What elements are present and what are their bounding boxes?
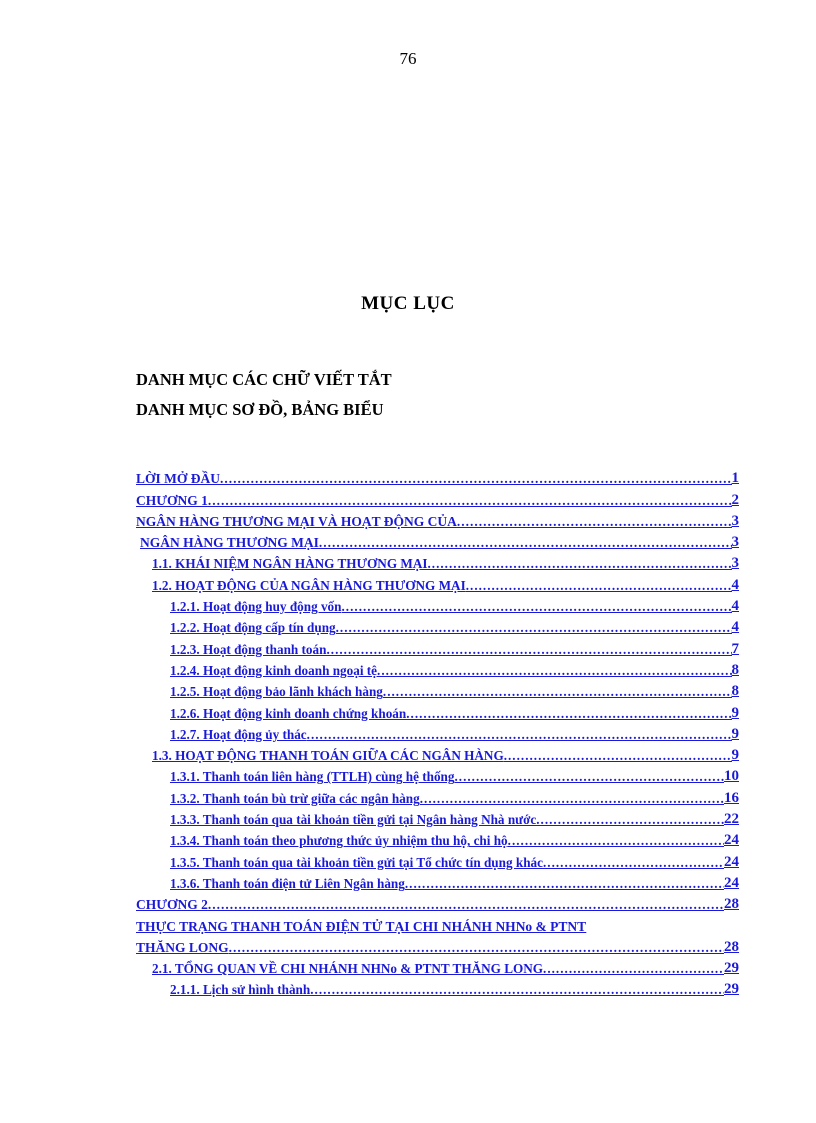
- toc-entry-1-2-2[interactable]: 1.2.2. Hoạt động cấp tín dụng ..... 4: [136, 615, 739, 636]
- toc-entry-1-3-6[interactable]: 1.3.6. Thanh toán điện tử Liên Ngân hàng ..... 24: [136, 871, 739, 892]
- toc-entry-1-2-4[interactable]: 1.2.4. Hoạt động kinh doanh ngoại tệ ..... 8: [136, 658, 739, 679]
- table-of-contents: [136, 466, 739, 998]
- toc-entry-chapter-2[interactable]: CHƯƠNG 2 ..... 28: [136, 892, 739, 913]
- toc-entry-1-1[interactable]: 1.1. KHÁI NIỆM NGÂN HÀNG THƯƠNG MẠI ..... 3: [136, 551, 739, 572]
- toc-entry-1-2-6[interactable]: 1.2.6. Hoạt động kinh doanh chứng khoán ..... 9: [136, 700, 739, 721]
- toc-entry-1-3-3[interactable]: 1.3.3. Thanh toán qua tài khoản tiền gửi tại Ngân hàng Nhà nước ..... 22: [136, 807, 739, 828]
- toc-entry-1-3-4[interactable]: 1.3.4. Thanh toán theo phương thức ủy nhiệm thu hộ, chi hộ ..... 24: [136, 828, 739, 849]
- toc-title: MỤC LỤC: [361, 293, 455, 314]
- diagrams-tables-heading: DANH MỤC SƠ ĐỒ, BẢNG BIỂU: [136, 400, 384, 419]
- toc-entry-2-1[interactable]: 2.1. TỔNG QUAN VỀ CHI NHÁNH NHNo & PTNT THĂNG LONG ..... 29: [136, 956, 739, 977]
- toc-entry-2-1-1[interactable]: 2.1.1. Lịch sử hình thành ..... 29: [136, 977, 739, 998]
- toc-entry-chapter-1[interactable]: CHƯƠNG 1 ..... 2: [136, 487, 739, 508]
- toc-entry-1-2-7[interactable]: 1.2.7. Hoạt động ủy thác ..... 9: [136, 722, 739, 743]
- toc-entry-1-3-2[interactable]: 1.3.2. Thanh toán bù trừ giữa các ngân hàng ..... 16: [136, 785, 739, 806]
- toc-entry-chapter-2-title-cont[interactable]: THĂNG LONG ..... 28: [136, 935, 739, 956]
- toc-entry-1-3-1[interactable]: 1.3.1. Thanh toán liên hàng (TTLH) cùng hệ thống ..... 10: [136, 764, 739, 785]
- toc-entry-1-2-1[interactable]: 1.2.1. Hoạt động huy động vốn ..... 4: [136, 594, 739, 615]
- abbreviations-heading: DANH MỤC CÁC CHỮ VIẾT TẮT: [136, 370, 392, 389]
- toc-entry-intro[interactable]: LỜI MỞ ĐẦU ..... 1: [136, 466, 739, 487]
- toc-entry-1-2[interactable]: 1.2. HOẠT ĐỘNG CỦA NGÂN HÀNG THƯƠNG MẠI ..... 4: [136, 572, 739, 593]
- toc-entry-1-3-5[interactable]: 1.3.5. Thanh toán qua tài khoản tiền gửi tại Tổ chức tín dụng khác ..... 24: [136, 849, 739, 870]
- toc-entry-1-2-3[interactable]: 1.2.3. Hoạt động thanh toán ..... 7: [136, 636, 739, 657]
- toc-entry-chapter-2-title[interactable]: THỰC TRẠNG THANH TOÁN ĐIỆN TỬ TẠI CHI NHÁNH NHNo & PTNT: [136, 918, 587, 934]
- toc-entry-chapter-1-title-cont[interactable]: NGÂN HÀNG THƯƠNG MẠI ..... 3: [136, 530, 739, 551]
- page-number: 76: [399, 49, 417, 68]
- toc-entry-1-2-5[interactable]: 1.2.5. Hoạt động bảo lãnh khách hàng ..... 8: [136, 679, 739, 700]
- toc-entry-1-3[interactable]: 1.3. HOẠT ĐỘNG THANH TOÁN GIỮA CÁC NGÂN HÀNG ..... 9: [136, 743, 739, 764]
- toc-entry-chapter-1-title[interactable]: NGÂN HÀNG THƯƠNG MẠI VÀ HOẠT ĐỘNG CỦA ..... 3: [136, 509, 739, 530]
